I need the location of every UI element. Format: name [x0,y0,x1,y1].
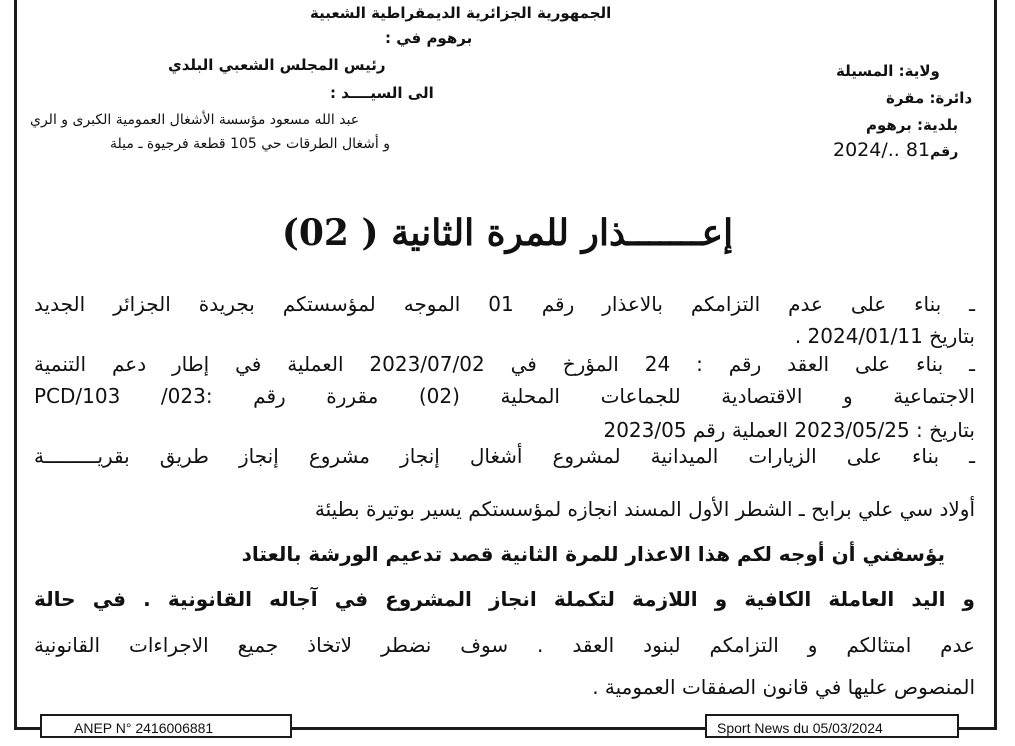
sender-title: رئيس المجلس الشعبي البلدي [168,56,386,74]
body-line-4: الاجتماعية و الاقتصادية للجماعات المحلية (02) مقررة رقم :023/ PCD/103 [34,384,975,408]
place-date: برهوم في : [385,29,473,47]
body-line-11: المنصوص عليها في قانون الصفقات العمومية . [592,675,975,699]
body-line-6: ـ بناء على الزيارات الميدانية لمشروع أشغال إنجاز مشروع إنجاز طريق بقريـــــــــة [34,444,975,468]
reference-number [833,139,958,161]
publication-source: Sport News du 05/03/2024 [705,714,959,738]
body-line-5: بتاريخ : 2023/05/25 العملية رقم 2023/05 [603,418,975,442]
addressee-label: الى السيــــد : [330,84,434,102]
body-line-2: بتاريخ 2024/01/11 . [794,324,975,348]
republic-heading: الجمهورية الجزائرية الديمقراطية الشعبية [310,4,612,22]
addressee-name: عبد الله مسعود مؤسسة الأشغال العمومية الكبرى و الري [30,112,360,128]
body-line-7: أولاد سي علي برابح ـ الشطر الأول المسند انجازه لمؤسستكم يسير بوتيرة بطيئة [314,497,975,521]
baladia-label: بلدية: برهوم [866,116,959,134]
reference-label: رقم [930,144,959,160]
reference-value: 2024/..‌ 81 [833,139,931,161]
document-title: إعـــــــذار للمرة الثانية ( 02) [281,212,734,254]
daira-label: دائرة: مقرة [886,89,973,107]
body-line-9: و اليد العاملة الكافية و اللازمة لتكملة انجاز المشروع في آجاله القانونية . في حالة [34,587,975,611]
wilaya-label: ولاية: المسيلة [836,62,940,80]
anep-number: ANEP N° 2416006881 [40,714,292,738]
body-line-1: ـ بناء على عدم التزامكم بالاعذار رقم 01 الموجه لمؤسستكم بجريدة الجزائر الجديد [34,292,975,316]
body-line-8: يؤسفني أن أوجه لكم هذا الاعذار للمرة الثانية قصد تدعيم الورشة بالعتاد [241,542,945,566]
body-line-10: عدم امتثالكم و التزامكم لبنود العقد . سوف نضطر لاتخاذ جميع الاجراءات القانونية [34,633,975,657]
addressee-address: و أشغال الطرقات حي 105 قطعة فرجيوة ـ ميلة [110,136,391,152]
body-line-3: ـ بناء على العقد رقم : 24 المؤرخ في 2023/07/02 العملية في إطار دعم التنمية [34,352,975,376]
